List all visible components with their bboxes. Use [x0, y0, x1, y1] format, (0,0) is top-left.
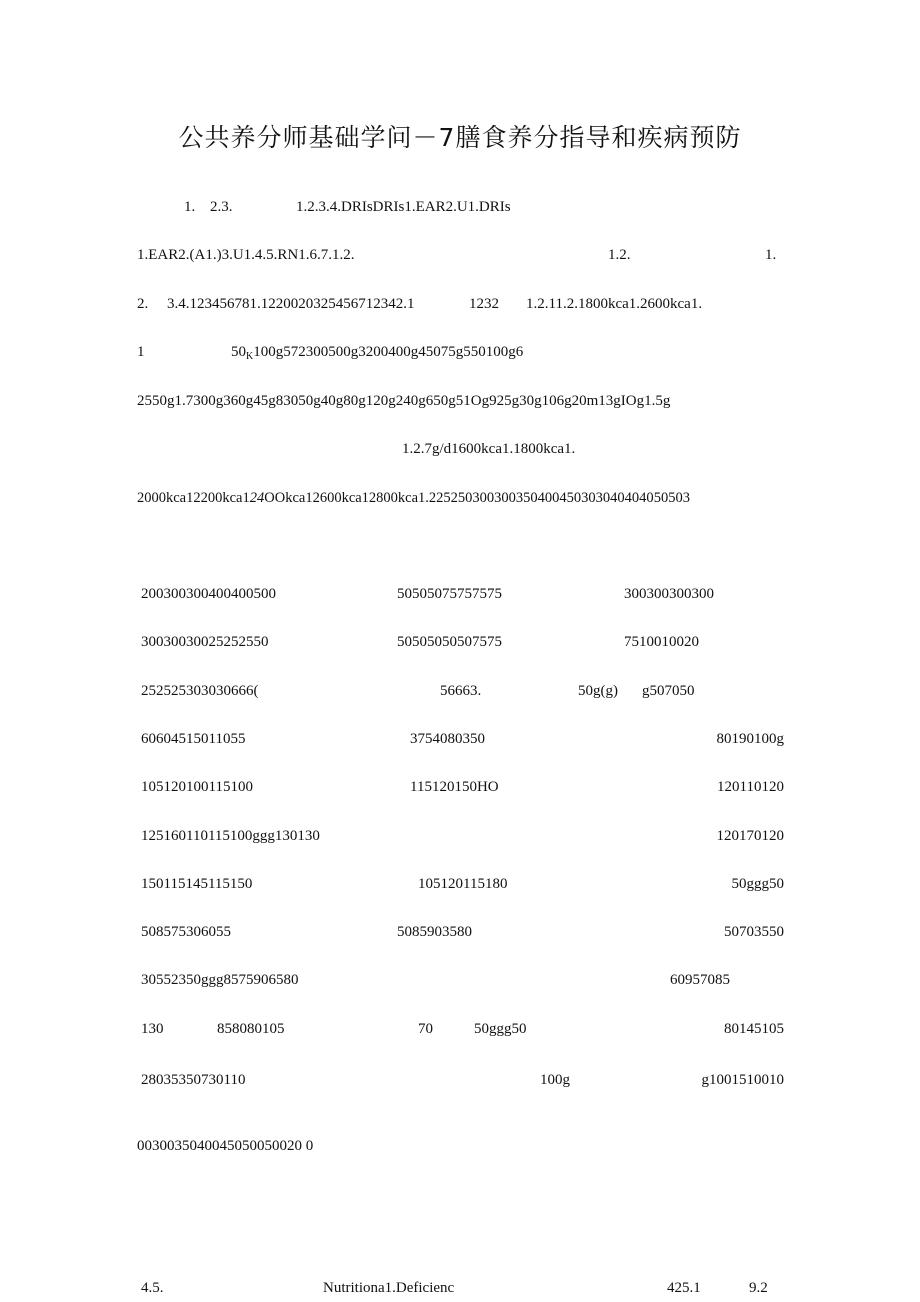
text-line: [0, 247, 920, 269]
table-cell: 80190100g: [716, 731, 784, 747]
text-line: [0, 393, 920, 415]
page-title: 公共养分师基础学问－7膳食养分指导和疾病预防: [178, 123, 742, 152]
table-row: [0, 828, 920, 850]
text-segment: [137, 490, 690, 507]
table-row: [0, 586, 920, 608]
table-cell: 28035350730110: [141, 1072, 246, 1088]
text-line: [0, 344, 920, 366]
text-segment: 3.4.123456781.1220020325456712342.1: [167, 296, 415, 312]
table-cell: 50ggg50: [474, 1021, 527, 1037]
table-row: [0, 972, 920, 994]
table-cell: 300300300300: [624, 586, 714, 602]
table-cell: 115120150HO: [410, 779, 499, 795]
table-cell: 30552350ggg8575906580: [141, 972, 299, 988]
table-cell: 80145105: [724, 1021, 784, 1037]
table-cell: g1001510010: [701, 1072, 784, 1088]
table-row: [0, 1138, 920, 1160]
text-segment: 1232: [469, 296, 499, 312]
text-segment: 2.3.: [210, 199, 233, 215]
text-segment: 425.1: [667, 1280, 701, 1296]
table-cell: 3754080350: [410, 731, 485, 747]
table-row: [0, 683, 920, 705]
text-segment: 1.2.: [608, 247, 631, 263]
text-segment: 2000kca12200kca1: [137, 490, 250, 506]
table-cell: 130: [141, 1021, 164, 1037]
table-cell: 150115145115150: [141, 876, 253, 892]
text-segment: 100g572300500g3200400g45075g550100g6: [253, 344, 524, 360]
table-cell: 30030030025252550: [141, 634, 269, 650]
table-cell: 50ggg50: [731, 876, 784, 892]
table-cell: 200300300400400500: [141, 586, 276, 602]
text-segment: OOkca12600kca12800kca1.2252503003003504004503030404040: [264, 490, 654, 506]
table-row: [0, 1072, 920, 1094]
text-segment: 4.5.: [141, 1280, 164, 1296]
table-cell: 120170120: [716, 828, 784, 844]
text-segment: 1.2.3.4.DRIsDRIs1.EAR2.U1.DRIs: [296, 199, 511, 215]
text-line: [0, 199, 920, 221]
table-cell: 125160110115100ggg130130: [141, 828, 320, 844]
table-cell: 252525303030666(: [141, 683, 259, 699]
table-cell: g507050: [642, 683, 695, 699]
table-row: [0, 634, 920, 656]
table-row: [0, 1021, 920, 1043]
table-cell: 858080105: [217, 1021, 285, 1037]
table-cell: 105120100115100: [141, 779, 253, 795]
table-cell: 50505050507575: [397, 634, 502, 650]
table-row: [0, 731, 920, 753]
table-cell: 50505075757575: [397, 586, 502, 602]
text-segment: 1.: [184, 199, 196, 215]
subscript-text: K: [246, 351, 254, 362]
text-segment: Nutritiona1.Deficienc: [323, 1280, 455, 1296]
table-row: [0, 924, 920, 946]
table-cell: 50703550: [724, 924, 784, 940]
table-row: [0, 876, 920, 898]
table-cell: 56663.: [440, 683, 482, 699]
text-line: [0, 441, 920, 463]
table-cell: 60604515011055: [141, 731, 246, 747]
text-segment: 2.: [137, 296, 149, 312]
text-segment: 1.EAR2.(A1.)3.U1.4.5.RN1.6.7.1.2.: [137, 247, 355, 263]
text-segment: 1.: [765, 247, 777, 263]
text-segment: [231, 344, 523, 362]
text-line: [0, 490, 920, 512]
table-cell: 50g(g): [578, 683, 618, 699]
text-segment: 1: [137, 344, 145, 360]
text-segment: 50: [231, 344, 246, 360]
table-row: [0, 779, 920, 801]
table-cell: 0030035040045050050020 0: [137, 1138, 314, 1154]
table-cell: 100g: [540, 1072, 570, 1088]
table-cell: 508575306055: [141, 924, 231, 940]
text-segment: 9.2: [749, 1280, 768, 1296]
text-segment: 1.2.11.2.1800kca1.2600kca1.: [526, 296, 703, 312]
table-cell: 7510010020: [624, 634, 699, 650]
italic-text: 24: [249, 490, 265, 506]
text-segment: 2550g1.7300g360g45g83050g40g80g120g240g650g51Og925g30g106g20m13gIOg1.5g: [137, 393, 671, 409]
text-segment: 1.2.7g/d1600kca1.1800kca1.: [402, 441, 576, 457]
table-cell: 105120115180: [418, 876, 508, 892]
text-line: [0, 296, 920, 318]
text-segment: 50503: [653, 490, 690, 506]
table-cell: 70: [418, 1021, 433, 1037]
table-cell: 60957085: [670, 972, 730, 988]
table-cell: 5085903580: [397, 924, 472, 940]
footer-line: [0, 1280, 920, 1302]
table-cell: 120110120: [717, 779, 784, 795]
